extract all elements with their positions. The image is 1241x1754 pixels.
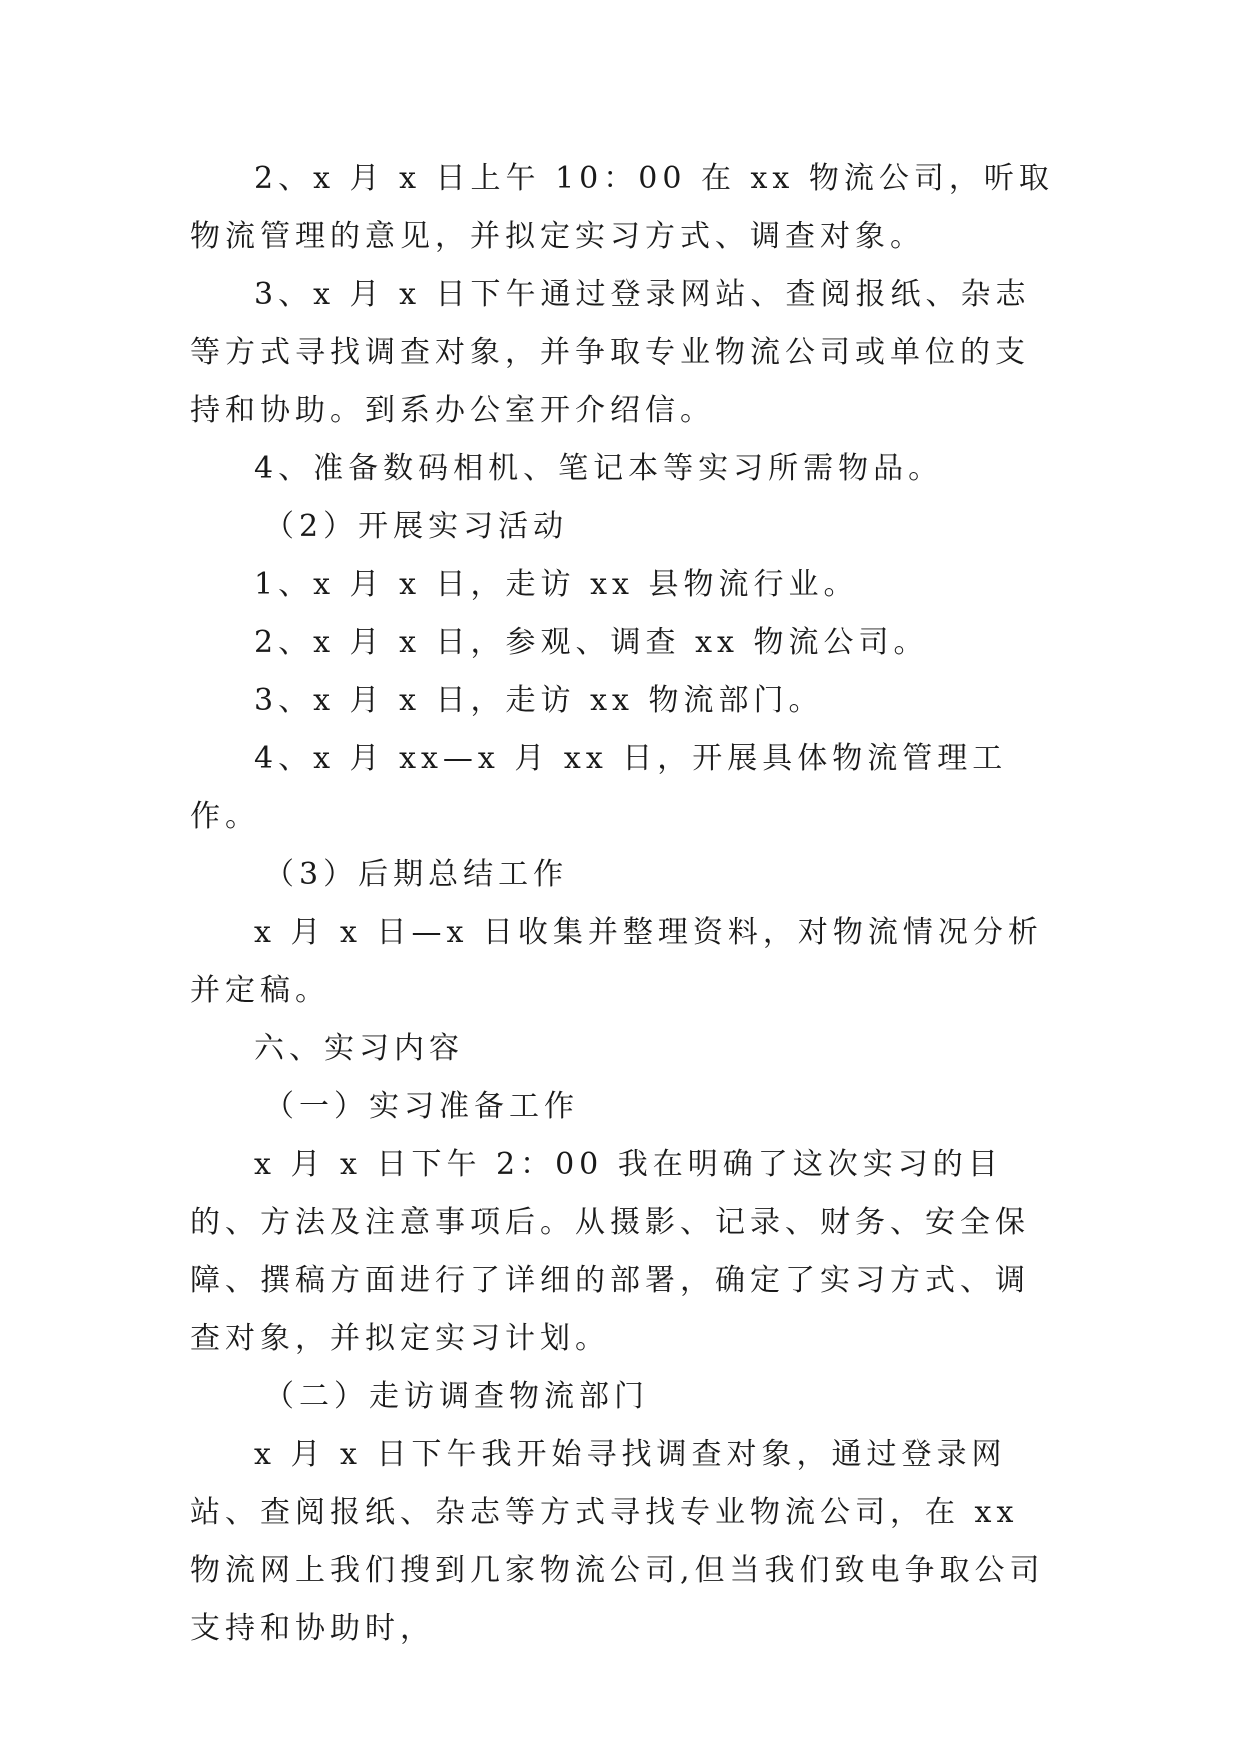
document-body <box>190 150 1060 1658</box>
subsection-heading-visit: （二）走访调查物流部门 <box>264 1379 649 1414</box>
activity-item-2: 2、x 月 x 日，参观、调查 xx 物流公司。 <box>254 625 929 660</box>
visit-paragraph: x 月 x 日下午我开始寻找调查对象，通过登录网站、查阅报纸、杂志等方式寻找专业物流公司，在 xx 物流网上我们搜到几家物流公司,但当我们致电争取公司支持和协助时， <box>190 1437 1045 1646</box>
activity-item-3: 3、x 月 x 日，走访 xx 物流部门。 <box>254 683 824 718</box>
paragraph-item-3: 3、x 月 x 日下午通过登录网站、查阅报纸、杂志等方式寻找调查对象，并争取专业物流公司或单位的支持和协助。到系办公室开介绍信。 <box>190 277 1031 428</box>
paragraph-item-4: 4、准备数码相机、笔记本等实习所需物品。 <box>254 451 944 486</box>
summary-paragraph: x 月 x 日—x 日收集并整理资料，对物流情况分析并定稿。 <box>190 915 1043 1008</box>
activity-item-4: 4、x 月 xx—x 月 xx 日，开展具体物流管理工作。 <box>190 741 1008 834</box>
section-heading-summary: （3）后期总结工作 <box>264 857 569 892</box>
preparation-paragraph: x 月 x 日下午 2：00 我在明确了这次实习的目的、方法及注意事项后。从摄影、记录、财务、安全保障、撰稿方面进行了详细的部署，确定了实习方式、调查对象，并拟定实习计划。 <box>190 1147 1030 1356</box>
section-heading-activities: （2）开展实习活动 <box>264 509 569 544</box>
activity-item-1: 1、x 月 x 日，走访 xx 县物流行业。 <box>254 567 859 602</box>
subsection-heading-preparation: （一）实习准备工作 <box>264 1089 579 1124</box>
section-heading-content: 六、实习内容 <box>254 1031 464 1066</box>
paragraph-item-2: 2、x 月 x 日上午 10：00 在 xx 物流公司，听取物流管理的意见，并拟定实习方式、调查对象。 <box>190 161 1054 254</box>
